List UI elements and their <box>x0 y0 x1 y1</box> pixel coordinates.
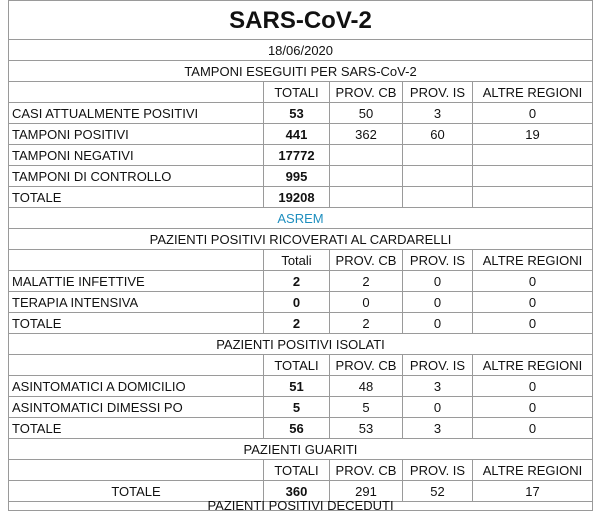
section-heading: PAZIENTI POSITIVI DECEDUTI <box>9 502 593 511</box>
section-heading-row <box>9 439 593 460</box>
cell-altre-regioni: 19 <box>473 124 593 145</box>
column-header: PROV. IS <box>403 355 473 376</box>
cell-totali: 17772 <box>264 145 330 166</box>
row-label: CASI ATTUALMENTE POSITIVI <box>9 103 264 124</box>
table-row <box>9 292 593 313</box>
empty-cell <box>9 82 264 103</box>
cell-prov-is: 3 <box>403 103 473 124</box>
cell-totali: 56 <box>264 418 330 439</box>
cell-altre-regioni: 0 <box>473 271 593 292</box>
cell-prov-is: 0 <box>403 271 473 292</box>
table-row <box>9 397 593 418</box>
cell-totali: 0 <box>264 292 330 313</box>
cell-prov-is: 3 <box>403 418 473 439</box>
cell-altre-regioni: 0 <box>473 418 593 439</box>
cell-prov-cb <box>330 145 403 166</box>
cell-totali: 360 <box>264 481 330 502</box>
cell-prov-is: 52 <box>403 481 473 502</box>
column-header: PROV. IS <box>403 460 473 481</box>
cell-prov-cb: 2 <box>330 313 403 334</box>
cell-prov-cb: 291 <box>330 481 403 502</box>
cell-prov-is: 0 <box>403 292 473 313</box>
column-header-row <box>9 250 593 271</box>
column-header-row <box>9 460 593 481</box>
cell-prov-cb <box>330 166 403 187</box>
row-label: TAMPONI NEGATIVI <box>9 145 264 166</box>
cell-prov-cb: 5 <box>330 397 403 418</box>
column-header: PROV. CB <box>330 460 403 481</box>
cell-prov-cb <box>330 187 403 208</box>
table-row <box>9 124 593 145</box>
section-heading-row <box>9 502 593 511</box>
cell-prov-cb: 48 <box>330 376 403 397</box>
column-header: TOTALI <box>264 355 330 376</box>
table-row <box>9 376 593 397</box>
cell-prov-is: 60 <box>403 124 473 145</box>
cell-totali: 2 <box>264 313 330 334</box>
covid-report-table <box>8 0 593 511</box>
column-header: TOTALI <box>264 460 330 481</box>
report-date: 18/06/2020 <box>9 40 593 61</box>
cell-prov-is <box>403 145 473 166</box>
section-heading-row <box>9 229 593 250</box>
column-header: ALTRE REGIONI <box>473 460 593 481</box>
cell-prov-is <box>403 166 473 187</box>
cell-altre-regioni: 0 <box>473 376 593 397</box>
row-label: TAMPONI DI CONTROLLO <box>9 166 264 187</box>
cell-prov-is: 0 <box>403 397 473 418</box>
row-label: TERAPIA INTENSIVA <box>9 292 264 313</box>
cell-altre-regioni <box>473 166 593 187</box>
column-header-row <box>9 355 593 376</box>
table-row <box>9 271 593 292</box>
row-label: ASINTOMATICI DIMESSI PO <box>9 397 264 418</box>
table-row <box>9 418 593 439</box>
column-header: ALTRE REGIONI <box>473 82 593 103</box>
cell-prov-is: 0 <box>403 313 473 334</box>
title-row <box>9 1 593 40</box>
column-header: ALTRE REGIONI <box>473 250 593 271</box>
section-heading-row <box>9 334 593 355</box>
asrem-label: ASREM <box>9 208 593 229</box>
cell-totali: 5 <box>264 397 330 418</box>
column-header-row <box>9 82 593 103</box>
column-header: PROV. CB <box>330 250 403 271</box>
column-header: TOTALI <box>264 82 330 103</box>
cell-totali: 51 <box>264 376 330 397</box>
row-label: TOTALE <box>9 481 264 502</box>
column-header: PROV. CB <box>330 355 403 376</box>
table-row <box>9 166 593 187</box>
cell-prov-cb: 2 <box>330 271 403 292</box>
cell-prov-is: 3 <box>403 376 473 397</box>
section-heading: PAZIENTI GUARITI <box>9 439 593 460</box>
table-row <box>9 313 593 334</box>
column-header: PROV. IS <box>403 82 473 103</box>
section-heading: TAMPONI ESEGUITI PER SARS-CoV-2 <box>9 61 593 82</box>
cell-prov-is <box>403 187 473 208</box>
column-header: PROV. IS <box>403 250 473 271</box>
section-heading-row <box>9 61 593 82</box>
column-header: ALTRE REGIONI <box>473 355 593 376</box>
report-title: SARS-CoV-2 <box>9 1 593 40</box>
cell-totali: 2 <box>264 271 330 292</box>
row-label: TOTALE <box>9 313 264 334</box>
cell-prov-cb: 362 <box>330 124 403 145</box>
table-row <box>9 187 593 208</box>
row-label: MALATTIE INFETTIVE <box>9 271 264 292</box>
asrem-row <box>9 208 593 229</box>
section-heading: PAZIENTI POSITIVI RICOVERATI AL CARDARELLI <box>9 229 593 250</box>
cell-altre-regioni: 17 <box>473 481 593 502</box>
row-label: TOTALE <box>9 418 264 439</box>
cell-totali: 19208 <box>264 187 330 208</box>
cell-altre-regioni: 0 <box>473 292 593 313</box>
column-header: Totali <box>264 250 330 271</box>
empty-cell <box>9 460 264 481</box>
cell-prov-cb: 53 <box>330 418 403 439</box>
cell-altre-regioni <box>473 187 593 208</box>
cell-totali: 53 <box>264 103 330 124</box>
section-heading: PAZIENTI POSITIVI ISOLATI <box>9 334 593 355</box>
cell-altre-regioni <box>473 145 593 166</box>
cell-altre-regioni: 0 <box>473 103 593 124</box>
row-label: TAMPONI POSITIVI <box>9 124 264 145</box>
row-label: TOTALE <box>9 187 264 208</box>
table-row <box>9 145 593 166</box>
date-row <box>9 40 593 61</box>
cell-prov-cb: 50 <box>330 103 403 124</box>
cell-totali: 995 <box>264 166 330 187</box>
empty-cell <box>9 250 264 271</box>
row-label: ASINTOMATICI A DOMICILIO <box>9 376 264 397</box>
cell-altre-regioni: 0 <box>473 313 593 334</box>
cell-altre-regioni: 0 <box>473 397 593 418</box>
cell-prov-cb: 0 <box>330 292 403 313</box>
column-header: PROV. CB <box>330 82 403 103</box>
cell-totali: 441 <box>264 124 330 145</box>
table-row <box>9 103 593 124</box>
empty-cell <box>9 355 264 376</box>
